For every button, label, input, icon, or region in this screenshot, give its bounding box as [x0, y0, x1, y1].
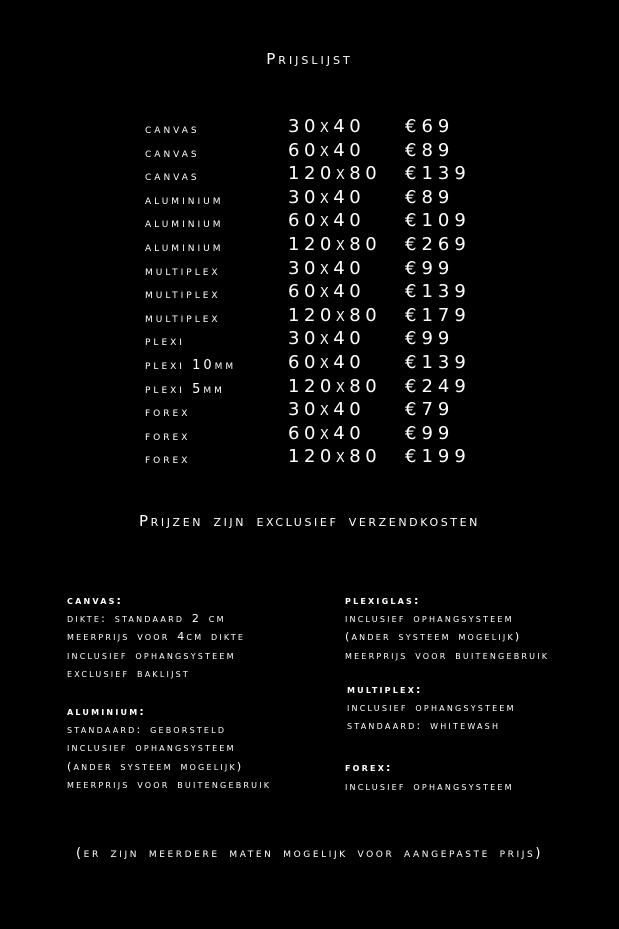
price-row: [145, 399, 505, 423]
price-row-size: 120x80: [288, 233, 382, 255]
price-row-price: €139: [405, 281, 471, 303]
price-row: [145, 376, 505, 400]
price-row-price: €199: [405, 446, 471, 468]
price-row: [145, 352, 505, 376]
forex-notes: [345, 759, 549, 795]
price-row-size: 60x40: [288, 281, 366, 303]
price-row-size: 120x80: [288, 163, 382, 185]
price-row-material: multiplex: [145, 263, 221, 279]
price-row-price: €139: [405, 351, 471, 373]
notes-line: meerprijs voor buitengebruik: [345, 648, 550, 662]
price-row: [145, 305, 505, 329]
price-row-material: plexi: [145, 334, 185, 350]
price-row-size: 120x80: [288, 446, 382, 468]
price-row: [145, 258, 505, 282]
notes-left-column: [67, 592, 271, 794]
price-row-material: canvas: [145, 169, 200, 185]
notes-line: inclusief ophangsysteem: [345, 779, 514, 793]
price-row: [145, 187, 505, 211]
price-row: [145, 281, 505, 305]
notes-heading: forex:: [345, 761, 393, 775]
price-row: [145, 446, 505, 470]
multiplex-notes: [345, 681, 549, 736]
price-row-material: forex: [145, 452, 191, 468]
price-row-price: €109: [405, 210, 471, 232]
price-row-price: €89: [405, 139, 455, 161]
price-row-price: €99: [405, 257, 455, 279]
notes-right-column: [345, 592, 549, 796]
price-row-material: forex: [145, 405, 191, 421]
price-row-material: aluminium: [145, 192, 224, 208]
price-row-price: €249: [405, 375, 471, 397]
notes-heading: multiplex:: [347, 682, 423, 696]
price-row-material: forex: [145, 428, 191, 444]
price-row-size: 30x40: [288, 399, 366, 421]
price-row-size: 120x80: [288, 375, 382, 397]
price-row-price: €69: [405, 116, 455, 137]
price-row-size: 30x40: [288, 186, 366, 208]
price-row-size: 30x40: [288, 328, 366, 350]
price-row-price: €79: [405, 399, 455, 421]
notes-line: standaard: whitewash: [347, 719, 501, 733]
price-row-size: 60x40: [288, 210, 366, 232]
notes-line: inclusief ophangsysteem: [67, 741, 236, 755]
notes-heading: canvas:: [67, 594, 124, 607]
price-row-price: €179: [405, 304, 471, 326]
aluminium-notes: [67, 703, 271, 794]
price-row-price: €269: [405, 233, 471, 255]
notes-line: (ander systeem mogelijk): [67, 759, 244, 773]
canvas-notes: [67, 592, 271, 683]
price-row: [145, 210, 505, 234]
price-row-size: 120x80: [288, 304, 382, 326]
notes-line: standaard: geborsteld: [67, 723, 227, 737]
price-row-price: €99: [405, 422, 455, 444]
notes-line: exclusief baklijst: [67, 666, 190, 680]
price-row: [145, 328, 505, 352]
price-row: [145, 140, 505, 164]
price-row-price: €99: [405, 328, 455, 350]
notes-line: inclusief ophangsysteem: [345, 612, 514, 626]
price-row-material: canvas: [145, 145, 200, 161]
notes-line: meerprijs voor 4cm dikte: [67, 630, 246, 644]
price-row-material: plexi 5mm: [145, 381, 225, 397]
notes-line: (ander systeem mogelijk): [345, 630, 522, 644]
price-row-size: 60x40: [288, 139, 366, 161]
price-row-size: 30x40: [288, 257, 366, 279]
notes-line: inclusief ophangsysteem: [67, 648, 236, 662]
notes-line: inclusief ophangsysteem: [347, 701, 516, 715]
notes-line: dikte: standaard 2 cm: [67, 612, 226, 626]
price-row: [145, 423, 505, 447]
price-row-size: 30x40: [288, 116, 366, 137]
price-table: [145, 116, 505, 470]
price-row: [145, 234, 505, 258]
price-row-material: multiplex: [145, 310, 221, 326]
notes-heading: plexiglas:: [345, 594, 421, 607]
price-row-material: aluminium: [145, 216, 224, 232]
plexiglas-notes: [345, 592, 549, 665]
price-row-size: 60x40: [288, 351, 366, 373]
price-row-material: multiplex: [145, 287, 221, 303]
footer-note: (er zijn meerdere maten mogelijk voor aangepaste prijs): [75, 846, 544, 861]
price-row-price: €89: [405, 186, 455, 208]
price-row-material: canvas: [145, 122, 200, 137]
price-row: [145, 163, 505, 187]
price-row-material: aluminium: [145, 239, 224, 255]
notes-heading: aluminium:: [67, 705, 146, 719]
shipping-note: Prijzen zijn exclusief verzendkosten: [138, 512, 480, 530]
page-title: Prijslijst: [266, 50, 353, 68]
price-row-material: plexi 10mm: [145, 357, 237, 373]
price-row: [145, 116, 505, 140]
price-row-size: 60x40: [288, 422, 366, 444]
notes-line: meerprijs voor buitengebruik: [67, 777, 272, 791]
price-row-price: €139: [405, 163, 471, 185]
